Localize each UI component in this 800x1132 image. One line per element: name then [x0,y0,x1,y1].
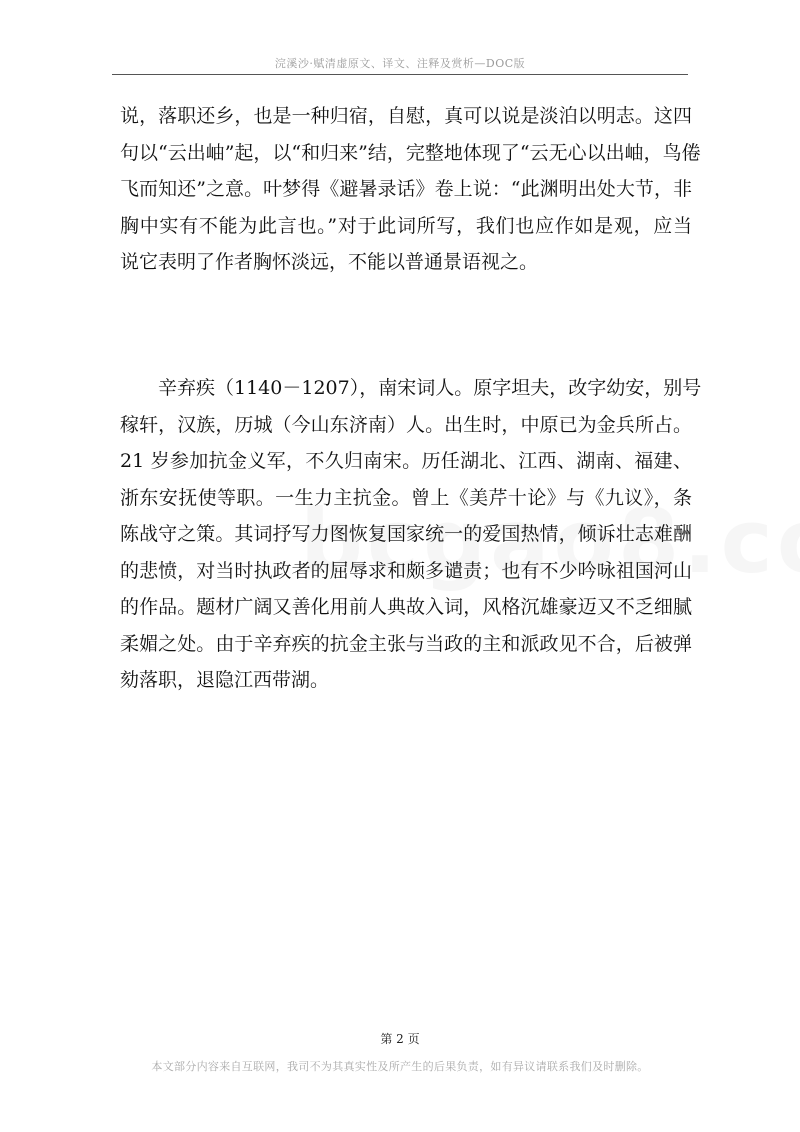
header-title: 浣溪沙·赋清虚原文、译文、注释及赏析—DOC版 [274,57,526,70]
text-line: 飞而知还”之意。叶梦得《避暑录话》卷上说：“此渊明出处大节，非 [120,178,692,200]
text-line: 柔媚之处。由于辛弃疾的抗金主张与当政的主和派政见不合，后被弹 [120,632,692,655]
text-line: 稼轩，汉族，历城（今山东济南）人。出生时，中原已为金兵所占。 [120,413,692,436]
text-line: 21 岁参加抗金义军，不久归南宋。历任湖北、江西、湖南、福建、 [120,450,692,472]
text-line: 浙东安抚使等职。一生力主抗金。曾上《美芹十论》与《九议》，条 [120,486,692,509]
text-line: 陈战守之策。其词抒写力图恢复国家统一的爱国热情，倾诉壮志难酬 [120,523,692,545]
text-line: 说，落职还乡，也是一种归宿，自慰，真可以说是淡泊以明志。这四 [120,105,692,127]
text-line: 的作品。题材广阔又善化用前人典故入词，风格沉雄豪迈又不乏细腻 [120,596,692,618]
text-line: 句以“云出岫”起，以“和归来”结，完整地体现了“云无心以出岫，鸟倦 [120,141,701,164]
text-line: 劾落职，退隐江西带湖。 [120,669,330,691]
text-line: 的悲愤，对当时执政者的屈辱求和颇多谴责；也有不少吟咏祖国河山 [120,559,692,582]
text-line: 说它表明了作者胸怀淡远，不能以普通景语视之。 [120,251,539,273]
page-number: 第 2 页 [380,1032,420,1046]
text-line: 辛弃疾（1140－1207），南宋词人。原字坦夫，改字幼安，别号 [158,377,702,399]
paragraph-continuation [120,98,701,281]
footer-disclaimer: 本文部分内容来自互联网，我司不为其真实性及所产生的后果负责，如有异议请联系我们及时删除。 [151,1060,649,1073]
text-line: 胸中实有不能为此言也。”对于此词所写，我们也应作如是观，应当 [120,214,692,237]
paragraph-author-bio [120,370,702,699]
page-header [112,52,688,75]
